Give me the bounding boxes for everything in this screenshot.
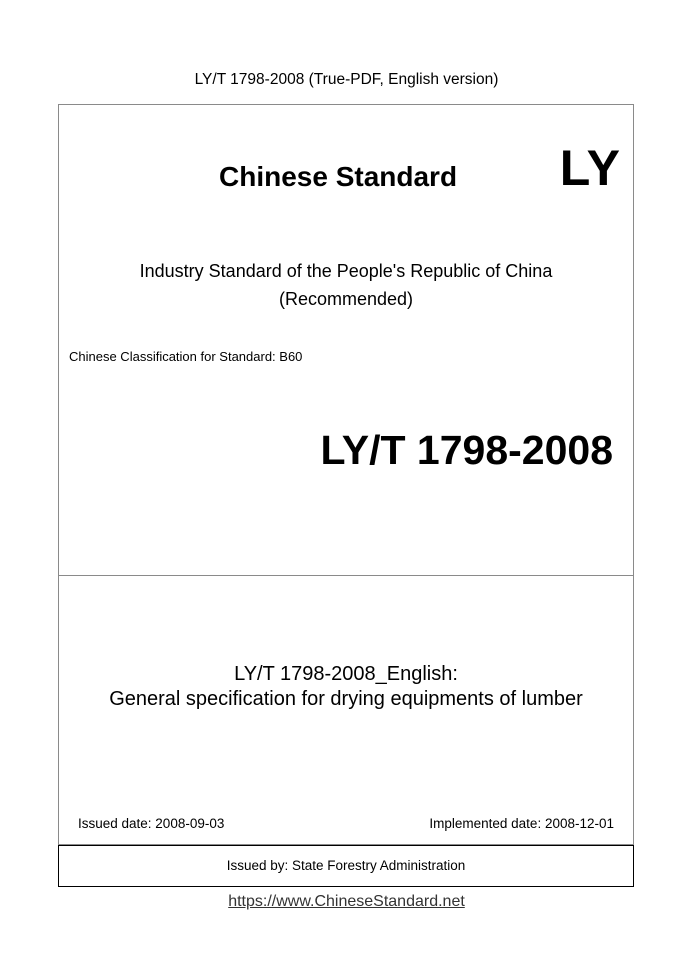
implemented-date: Implemented date: 2008-12-01 [429,816,614,831]
document-title-name: General specification for drying equipments of lumber [109,688,583,710]
classification-text: Chinese Classification for Standard: B60 [69,349,303,364]
industry-standard-line: Industry Standard of the People's Republic of China [139,261,553,281]
document-title-code: LY/T 1798-2008_English: [234,663,458,685]
issued-date: Issued date: 2008-09-03 [78,816,225,831]
standard-code: LY/T 1798-2008 [320,427,613,473]
issuer-text: Issued by: State Forestry Administration [226,858,466,873]
section-divider [59,575,633,576]
website-link[interactable]: https://www.ChineseStandard.net [228,893,465,910]
recommended-line: (Recommended) [278,289,414,309]
brand-title: Chinese Standard [219,161,458,192]
issuer-box [58,845,634,887]
cover-frame [58,104,634,845]
category-mark: LY [559,140,621,196]
page-header-title: LY/T 1798-2008 (True-PDF, English version) [194,71,499,88]
